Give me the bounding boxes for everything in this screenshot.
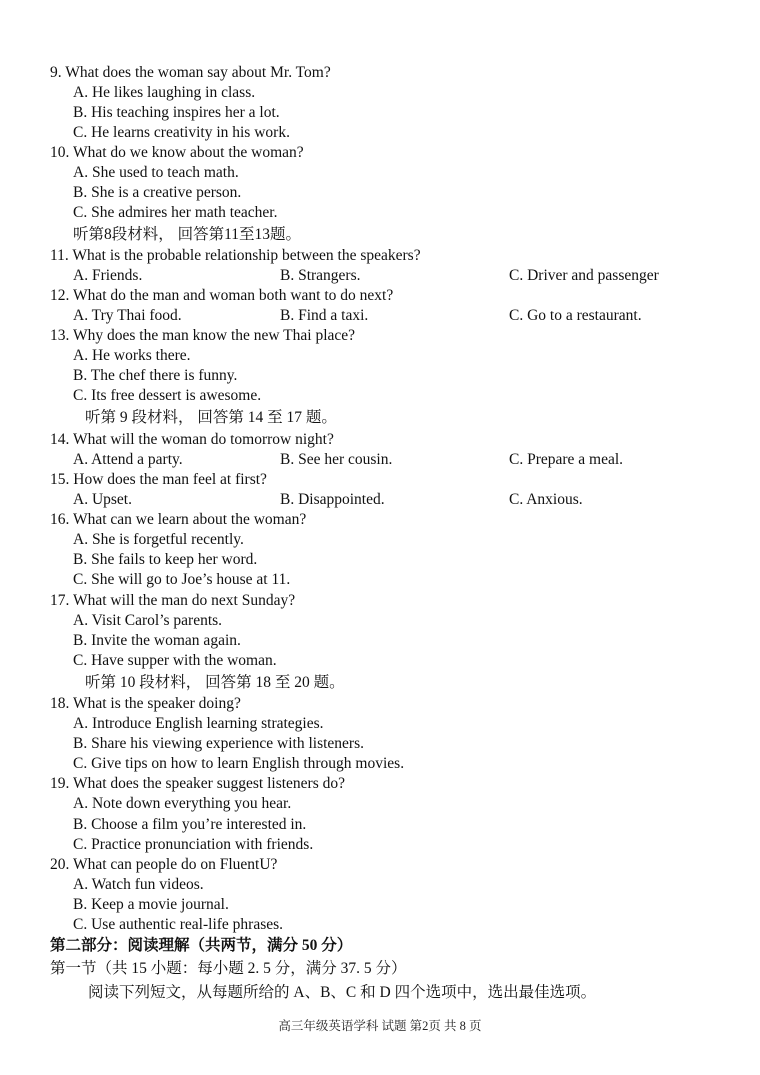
q14-option-a: A. Attend a party.	[73, 451, 183, 468]
q11-option-a: A. Friends.	[73, 267, 143, 284]
q19-option-a: A. Note down everything you hear.	[73, 795, 292, 812]
q19-option-b: B. Choose a film you’re interested in.	[73, 816, 307, 833]
q10-option-a: A. She used to teach math.	[73, 164, 239, 181]
instruction-section-10: 听第 10 段材料， 回答第 18 至 20 题。	[85, 674, 345, 691]
page-footer: 高三年级英语学科 试题 第2页 共 8 页	[278, 1019, 482, 1033]
question-18: 18. What is the speaker doing?	[50, 695, 241, 712]
question-11: 11. What is the probable relationship between the speakers?	[50, 247, 421, 264]
q18-option-a: A. Introduce English learning strategies.	[73, 715, 324, 732]
q12-option-c: C. Go to a restaurant.	[509, 307, 642, 324]
q12-option-b: B. Find a taxi.	[280, 307, 369, 324]
question-20: 20. What can people do on FluentU?	[50, 856, 278, 873]
q17-option-c: C. Have supper with the woman.	[73, 652, 277, 669]
part2-heading: 第二部分：阅读理解（共两节，满分 50 分）	[50, 937, 353, 954]
q17-option-a: A. Visit Carol’s parents.	[73, 612, 223, 629]
question-10: 10. What do we know about the woman?	[50, 144, 304, 161]
q11-option-c: C. Driver and passenger	[509, 267, 659, 284]
question-17: 17. What will the man do next Sunday?	[50, 592, 296, 609]
q15-option-a: A. Upset.	[73, 491, 132, 508]
q11-option-b: B. Strangers.	[280, 267, 361, 284]
q18-option-b: B. Share his viewing experience with listeners.	[73, 735, 364, 752]
question-16: 16. What can we learn about the woman?	[50, 511, 307, 528]
q14-option-c: C. Prepare a meal.	[509, 451, 624, 468]
q17-option-b: B. Invite the woman again.	[73, 632, 241, 649]
question-12: 12. What do the man and woman both want to do next?	[50, 287, 394, 304]
instruction-section-9: 听第 9 段材料， 回答第 14 至 17 题。	[85, 409, 337, 426]
q15-option-c: C. Anxious.	[509, 491, 583, 508]
q10-option-c: C. She admires her math teacher.	[73, 204, 278, 221]
question-9: 9. What does the woman say about Mr. Tom?	[50, 64, 331, 81]
q15-option-b: B. Disappointed.	[280, 491, 385, 508]
question-19: 19. What does the speaker suggest listeners do?	[50, 775, 345, 792]
q9-option-c: C. He learns creativity in his work.	[73, 124, 290, 141]
q13-option-c: C. Its free dessert is awesome.	[73, 387, 262, 404]
q13-option-a: A. He works there.	[73, 347, 191, 364]
instruction-section-8: 听第8段材料， 回答第11至13题。	[73, 226, 302, 243]
q16-option-a: A. She is forgetful recently.	[73, 531, 244, 548]
q20-option-b: B. Keep a movie journal.	[73, 896, 229, 913]
q10-option-b: B. She is a creative person.	[73, 184, 242, 201]
q20-option-c: C. Use authentic real-life phrases.	[73, 916, 284, 933]
q14-option-b: B. See her cousin.	[280, 451, 393, 468]
q9-option-b: B. His teaching inspires her a lot.	[73, 104, 280, 121]
q9-option-a: A. He likes laughing in class.	[73, 84, 256, 101]
q16-option-b: B. She fails to keep her word.	[73, 551, 258, 568]
q12-option-a: A. Try Thai food.	[73, 307, 182, 324]
question-14: 14. What will the woman do tomorrow night?	[50, 431, 334, 448]
q18-option-c: C. Give tips on how to learn English through movies.	[73, 755, 405, 772]
section1-instruction: 阅读下列短文，从每题所给的 A、B、C 和 D 四个选项中，选出最佳选项。	[88, 984, 597, 1001]
q20-option-a: A. Watch fun videos.	[73, 876, 204, 893]
q16-option-c: C. She will go to Joe’s house at 11.	[73, 571, 291, 588]
question-13: 13. Why does the man know the new Thai place?	[50, 327, 356, 344]
question-15: 15. How does the man feel at first?	[50, 471, 267, 488]
q19-option-c: C. Practice pronunciation with friends.	[73, 836, 314, 853]
section1-heading: 第一节（共 15 小题：每小题 2. 5 分，满分 37. 5 分）	[50, 960, 407, 977]
q13-option-b: B. The chef there is funny.	[73, 367, 238, 384]
